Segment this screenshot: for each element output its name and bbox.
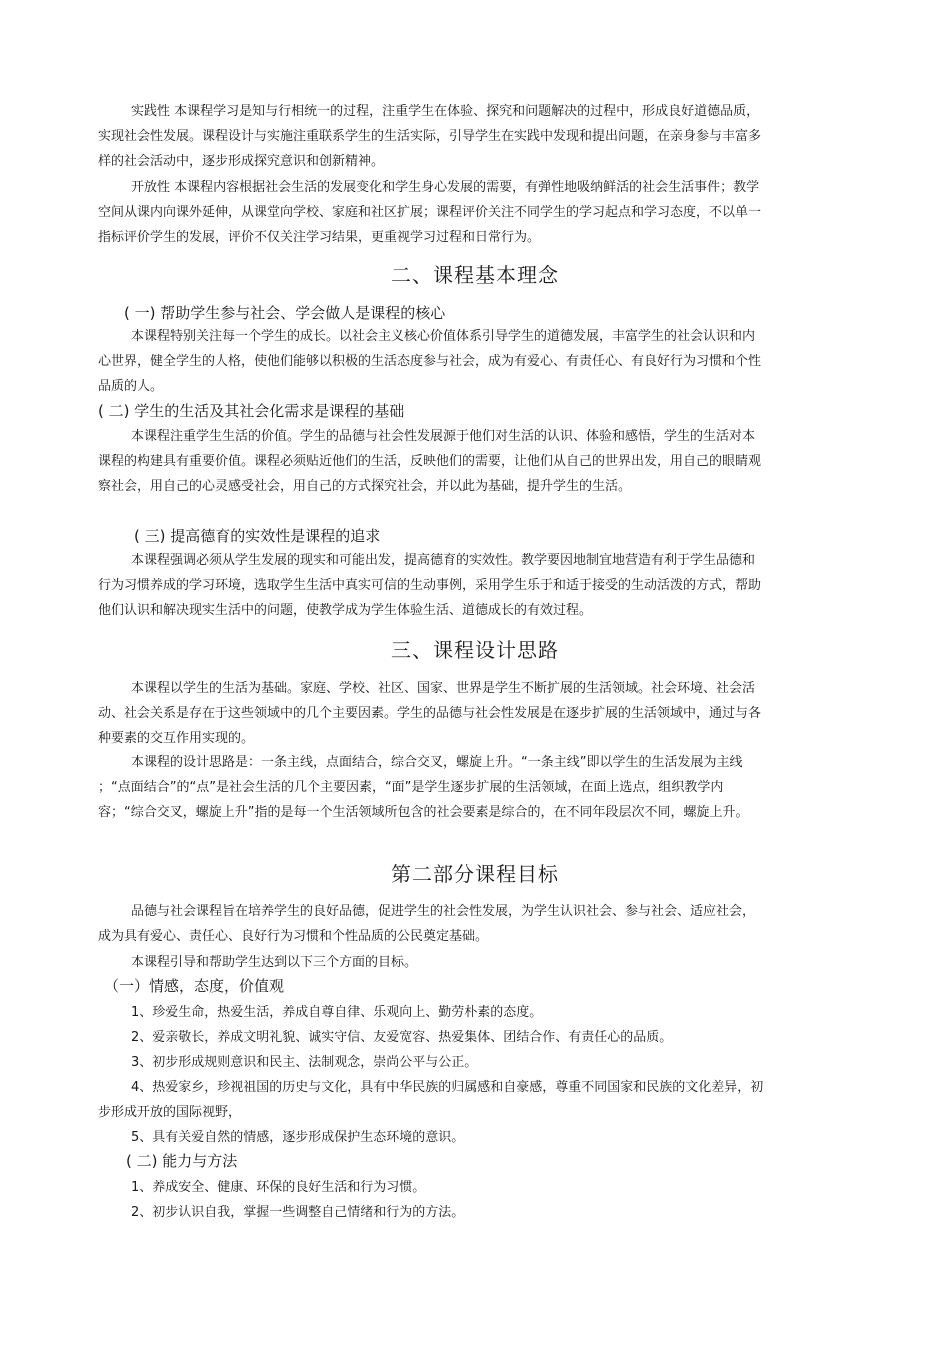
section-two-sub2-title: ( 二) 学生的生活及其社会化需求是课程的基础 bbox=[98, 402, 405, 420]
part-two-title: 第二部分课程目标 bbox=[391, 862, 559, 886]
goal-2-item: 1、养成安全、健康、环保的良好生活和行为习惯。 bbox=[131, 1180, 426, 1195]
section-two-sub2-text: 本课程注重学生生活的价值。学生的品德与社会性发展源于他们对生活的认识、体验和感悟，学生的生活对本课程的构建具有重要价值。课程必须贴近他们的生活，反映他们的需要，让他们从自己的世界出发，用自己的眼睛观察社会，用自己的心灵感受社会，用自己的方式探究社会，并以此为基础，提升学生的生活。 bbox=[98, 429, 762, 494]
section-three-paragraph-2: 本课程的设计思路是：一条主线，点面结合，综合交叉，螺旋上升。“一条主线”即以学生的生活发展为主线 ；“点面结合”的“点”是社会生活的几个主要因素，“面”是学生逐步扩展的生活领域，在面上选点，组织教学内容；“综合交叉，螺旋上升”指的是每一个生活领域所包含的社会要素是综合的，在不同年段层次不同，螺旋上升。 bbox=[98, 755, 749, 820]
goal-1-item: 5、具有关爱自然的情感，逐步形成保护生态环境的意识。 bbox=[131, 1130, 465, 1145]
goal-1-item: 4、热爱家乡，珍视祖国的历史与文化，具有中华民族的归属感和自豪感，尊重不同国家和民族的文化差异，初步形成开放的国际视野， bbox=[98, 1080, 764, 1120]
goal-1-item: 1、珍爱生命，热爱生活，养成自尊自律、乐观向上、勤劳朴素的态度。 bbox=[131, 1005, 543, 1020]
goal-1-item: 2、爱亲敬长，养成文明礼貌、诚实守信、友爱宽容、热爱集体、团结合作、有责任心的品质。 bbox=[131, 1030, 673, 1045]
goal-1-title: （一）情感，态度，价值观 bbox=[104, 977, 285, 995]
section-two-sub1-text: 本课程特别关注每一个学生的成长。以社会主义核心价值体系引导学生的道德发展，丰富学生的社会认识和内心世界，健全学生的人格，使他们能够以积极的生活态度参与社会，成为有爱心、有责任心、有良好行为习惯和个性品质的人。 bbox=[98, 329, 762, 394]
part-two-paragraph-2: 本课程引导和帮助学生达到以下三个方面的目标。 bbox=[131, 955, 418, 970]
goal-2-item: 2、初步认识自我，掌握一些调整自己情绪和行为的方法。 bbox=[131, 1205, 465, 1220]
section-two-title: 二、课程基本理念 bbox=[391, 263, 559, 287]
paragraph-openness: 开放性 本课程内容根据社会生活的发展变化和学生身心发展的需要，有弹性地吸纳鲜活的社会生活事件；教学空间从课内向课外延伸，从课堂向学校、家庭和社区扩展；课程评价关注不同学生的学习起点和学习态度，不以单一指标评价学生的发展，评价不仅关注学习结果，更重视学习过程和日常行为。 bbox=[98, 180, 762, 245]
section-two-sub3-text: 本课程强调必须从学生发展的现实和可能出发，提高德育的实效性。教学要因地制宜地营造有利于学生品德和行为习惯养成的学习环境，选取学生生活中真实可信的生动事例，采用学生乐于和适于接受的生动活泼的方式，帮助他们认识和解决现实生活中的问题，使教学成为学生体验生活、道德成长的有效过程。 bbox=[98, 553, 762, 618]
section-three-paragraph-1: 本课程以学生的生活为基础。家庭、学校、社区、国家、世界是学生不断扩展的生活领域。社会环境、社会活动、社会关系是存在于这些领域中的几个主要因素。学生的品德与社会性发展是在逐步扩展的生活领域中，通过与各种要素的交互作用实现的。 bbox=[98, 681, 762, 746]
goal-1-item: 3、初步形成规则意识和民主、法制观念，崇尚公平与公正。 bbox=[131, 1055, 478, 1070]
section-three-title: 三、课程设计思路 bbox=[391, 638, 559, 662]
part-two-paragraph-1: 品德与社会课程旨在培养学生的良好品德，促进学生的社会性发展，为学生认识社会、参与社会、适应社会，成为具有爱心、责任心、良好行为习惯和个性品质的公民奠定基础。 bbox=[98, 904, 756, 944]
paragraph-practice: 实践性 本课程学习是知与行相统一的过程，注重学生在体验、探究和问题解决的过程中，形成良好道德品质，实现社会性发展。课程设计与实施注重联系学生的生活实际，引导学生在实践中发现和提出问题，在亲身参与丰富多样的社会活动中，逐步形成探究意识和创新精神。 bbox=[98, 104, 762, 169]
goal-2-title: ( 二) 能力与方法 bbox=[126, 1152, 238, 1170]
section-two-sub3-title: ( 三) 提高德育的实效性是课程的追求 bbox=[134, 527, 381, 545]
section-two-sub1-title: ( 一) 帮助学生参与社会、学会做人是课程的核心 bbox=[124, 304, 446, 322]
